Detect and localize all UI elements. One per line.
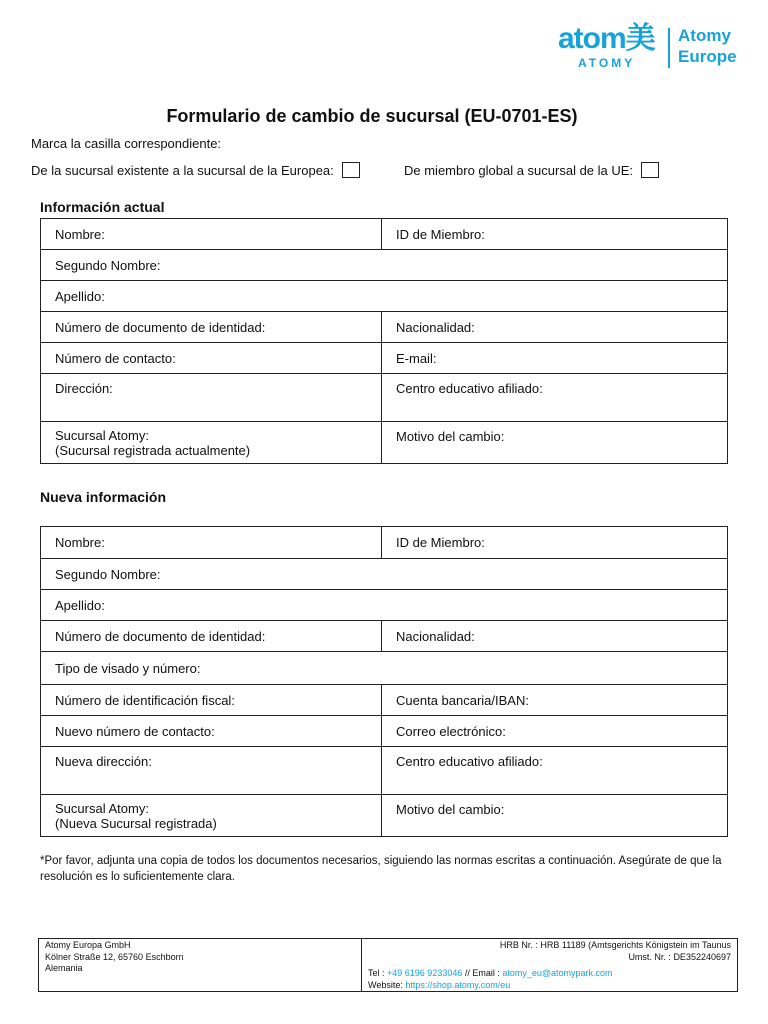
current-surname-field[interactable]: Apellido: xyxy=(41,281,728,312)
current-middle-name-field[interactable]: Segundo Nombre: xyxy=(41,250,728,281)
new-iban-field[interactable]: Cuenta bancaria/IBAN: xyxy=(382,685,728,716)
option-global-member-checkbox[interactable] xyxy=(641,162,659,178)
current-name-field[interactable]: Nombre: xyxy=(41,219,382,250)
new-visa-field[interactable]: Tipo de visado y número: xyxy=(41,652,728,685)
option-existing-branch-checkbox[interactable] xyxy=(342,162,360,178)
option-global-member-label: De miembro global a sucursal de la UE: xyxy=(404,162,634,178)
new-education-center-field[interactable]: Centro educativo afiliado: xyxy=(382,747,728,795)
current-info-heading: Información actual xyxy=(40,199,165,215)
footer-contact-block xyxy=(362,939,737,991)
instruction-text: Marca la casilla correspondiente: xyxy=(31,136,222,151)
footer-website-label: Website: xyxy=(368,979,406,990)
footer-website-line xyxy=(368,980,731,992)
option-global-member xyxy=(404,162,659,178)
company-footer xyxy=(38,938,738,992)
footer-company-name: Atomy Europa GmbH xyxy=(45,940,131,950)
current-branch-label: Sucursal Atomy: xyxy=(55,427,149,443)
footer-country: Alemania xyxy=(45,963,83,973)
current-change-reason-field[interactable]: Motivo del cambio: xyxy=(382,422,728,464)
current-contact-number-field[interactable]: Número de contacto: xyxy=(41,343,382,374)
logo-subtext: ATOMY xyxy=(578,56,636,70)
footer-vat: Umst. Nr. : DE352240697 xyxy=(628,951,731,962)
logo-divider xyxy=(668,28,670,68)
current-education-center-field[interactable]: Centro educativo afiliado: xyxy=(382,374,728,422)
new-nationality-field[interactable]: Nacionalidad: xyxy=(382,621,728,652)
footer-address-block xyxy=(39,939,362,991)
current-branch-note: (Sucursal registrada actualmente) xyxy=(55,442,251,458)
logo-region-line1: Atomy xyxy=(678,26,731,45)
footer-phone-link[interactable]: +49 6196 9233046 xyxy=(387,968,463,978)
current-member-id-field[interactable]: ID de Miembro: xyxy=(382,219,728,250)
new-surname-field[interactable]: Apellido: xyxy=(41,590,728,621)
new-name-field[interactable]: Nombre: xyxy=(41,527,382,559)
footer-contact-line xyxy=(368,968,731,980)
current-branch-field[interactable] xyxy=(41,422,382,464)
footer-email-link[interactable]: atomy_eu@atomypark.com xyxy=(502,968,613,978)
current-email-field[interactable]: E-mail: xyxy=(382,343,728,374)
current-nationality-field[interactable]: Nacionalidad: xyxy=(382,312,728,343)
new-email-field[interactable]: Correo electrónico: xyxy=(382,716,728,747)
footer-email-label: // Email : xyxy=(462,968,503,978)
logo-wordmark: atom美 xyxy=(558,22,655,55)
new-middle-name-field[interactable]: Segundo Nombre: xyxy=(41,559,728,590)
new-member-id-field[interactable]: ID de Miembro: xyxy=(382,527,728,559)
page-title: Formulario de cambio de sucursal (EU-0701-ES) xyxy=(166,106,578,126)
new-info-table xyxy=(40,526,728,837)
current-info-table xyxy=(40,218,728,464)
logo-region-line2: Europe xyxy=(678,47,737,66)
new-branch-label: Sucursal Atomy: xyxy=(55,800,149,816)
new-change-reason-field[interactable]: Motivo del cambio: xyxy=(382,795,728,837)
new-id-document-field[interactable]: Número de documento de identidad: xyxy=(41,621,382,652)
atomy-europe-logo xyxy=(558,22,748,72)
new-address-field[interactable]: Nueva dirección: xyxy=(41,747,382,795)
footer-street: Kölner Straße 12, 65760 Eschborn xyxy=(45,951,184,962)
footer-website-link[interactable]: https://shop.atomy.com/eu xyxy=(405,979,511,990)
new-branch-note: (Nueva Sucursal registrada) xyxy=(55,815,217,831)
logo-region xyxy=(678,25,737,67)
footer-tel-label: Tel : xyxy=(368,968,388,978)
new-contact-number-field[interactable]: Nuevo número de contacto: xyxy=(41,716,382,747)
option-existing-branch xyxy=(31,162,360,178)
new-branch-field[interactable] xyxy=(41,795,382,837)
current-id-document-field[interactable]: Número de documento de identidad: xyxy=(41,312,382,343)
footer-hrb: HRB Nr. : HRB 11189 (Amtsgerichts Königstein im Taunus xyxy=(499,940,731,950)
current-address-field[interactable]: Dirección: xyxy=(41,374,382,422)
new-info-heading: Nueva información xyxy=(40,489,167,505)
documents-note: *Por favor, adjunta una copia de todos los documentos necesarios, siguiendo las normas escritas a continuación. Asegúrate de que la resolución es lo suficientemente clara. xyxy=(40,855,722,883)
option-existing-branch-label: De la sucursal existente a la sucursal de la Europea: xyxy=(31,162,334,178)
new-tax-id-field[interactable]: Número de identificación fiscal: xyxy=(41,685,382,716)
